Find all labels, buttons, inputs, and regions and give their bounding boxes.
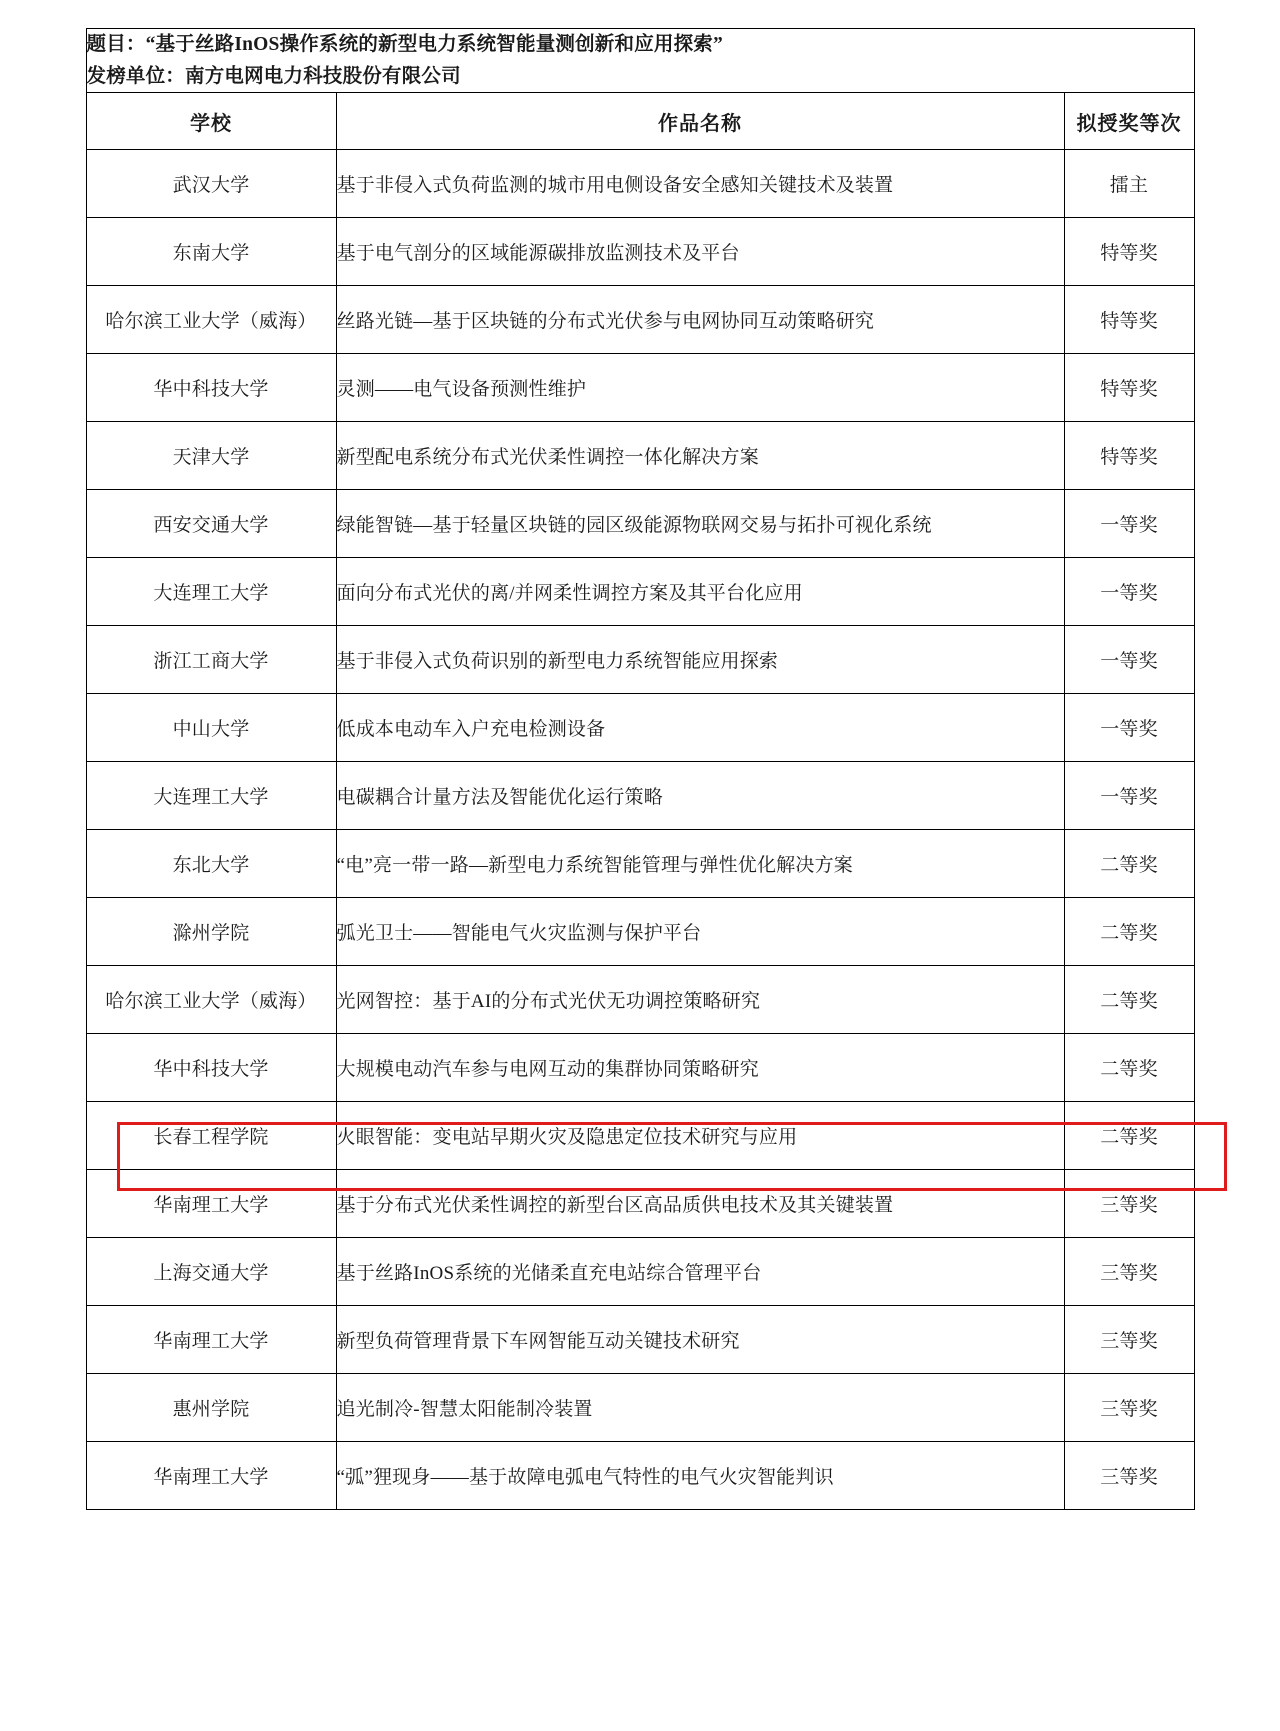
cell-award: 擂主	[1064, 150, 1194, 218]
table-row	[86, 830, 1194, 898]
table-row	[86, 966, 1194, 1034]
cell-work: 新型负荷管理背景下车网智能互动关键技术研究	[336, 1306, 1064, 1374]
table-row	[86, 1034, 1194, 1102]
issuer-line: 发榜单位：南方电网电力科技股份有限公司	[86, 65, 461, 87]
cell-school: 上海交通大学	[86, 1238, 336, 1306]
table-row	[86, 218, 1194, 286]
cell-award: 一等奖	[1064, 694, 1194, 762]
cell-work: 大规模电动汽车参与电网互动的集群协同策略研究	[336, 1034, 1064, 1102]
cell-work: 绿能智链—基于轻量区块链的园区级能源物联网交易与拓扑可视化系统	[336, 490, 1064, 558]
cell-award: 一等奖	[1064, 626, 1194, 694]
cell-school: 浙江工商大学	[86, 626, 336, 694]
cell-award: 二等奖	[1064, 830, 1194, 898]
cell-school: 华南理工大学	[86, 1170, 336, 1238]
cell-school: 天津大学	[86, 422, 336, 490]
cell-award: 一等奖	[1064, 558, 1194, 626]
cell-work: 基于丝路InOS系统的光储柔直充电站综合管理平台	[336, 1238, 1064, 1306]
table-row	[86, 762, 1194, 830]
table-row	[86, 898, 1194, 966]
table-row	[86, 354, 1194, 422]
cell-work: 低成本电动车入户充电检测设备	[336, 694, 1064, 762]
cell-work: 追光制冷-智慧太阳能制冷装置	[336, 1374, 1064, 1442]
table-row	[86, 150, 1194, 218]
title-line: 题目：“基于丝路InOS操作系统的新型电力系统智能量测创新和应用探索”	[86, 34, 723, 55]
table-row	[86, 1306, 1194, 1374]
column-header-school: 学校	[86, 93, 336, 150]
cell-school: 东南大学	[86, 218, 336, 286]
cell-work: 基于分布式光伏柔性调控的新型台区高品质供电技术及其关键装置	[336, 1170, 1064, 1238]
cell-award: 三等奖	[1064, 1170, 1194, 1238]
cell-award: 二等奖	[1064, 1034, 1194, 1102]
cell-school: 华南理工大学	[86, 1306, 336, 1374]
table-row	[86, 626, 1194, 694]
cell-award: 三等奖	[1064, 1442, 1194, 1510]
cell-school: 中山大学	[86, 694, 336, 762]
table-row	[86, 286, 1194, 354]
cell-award: 一等奖	[1064, 490, 1194, 558]
cell-work: 基于非侵入式负荷识别的新型电力系统智能应用探索	[336, 626, 1064, 694]
cell-school	[86, 1102, 336, 1170]
column-header-work: 作品名称	[336, 93, 1064, 150]
cell-award: 特等奖	[1064, 286, 1194, 354]
cell-award: 特等奖	[1064, 422, 1194, 490]
cell-work: 弧光卫士——智能电气火灾监测与保护平台	[336, 898, 1064, 966]
column-header-award: 拟授奖等次	[1064, 93, 1194, 150]
cell-award: 二等奖	[1064, 966, 1194, 1034]
table-row-highlighted	[86, 1102, 1194, 1170]
cell-work: “电”亮一带一路—新型电力系统智能管理与弹性优化解决方案	[336, 830, 1064, 898]
table-header-row	[86, 93, 1194, 150]
table-head	[86, 29, 1194, 150]
cell-award: 三等奖	[1064, 1374, 1194, 1442]
cell-work: 基于非侵入式负荷监测的城市用电侧设备安全感知关键技术及装置	[336, 150, 1064, 218]
cell-school: 华中科技大学	[86, 1034, 336, 1102]
table-row	[86, 490, 1194, 558]
cell-school: 滁州学院	[86, 898, 336, 966]
cell-school: 华南理工大学	[86, 1442, 336, 1510]
cell-work: 基于电气剖分的区域能源碳排放监测技术及平台	[336, 218, 1064, 286]
cell-school: 哈尔滨工业大学（威海）	[86, 966, 336, 1034]
table-body	[86, 150, 1194, 1510]
cell-work: 新型配电系统分布式光伏柔性调控一体化解决方案	[336, 422, 1064, 490]
cell-work: 火眼智能：变电站早期火灾及隐患定位技术研究与应用	[336, 1102, 1064, 1170]
cell-work: 面向分布式光伏的离/并网柔性调控方案及其平台化应用	[336, 558, 1064, 626]
document-header-row	[86, 29, 1194, 93]
cell-school-text: 长春工程学院	[153, 1127, 269, 1149]
cell-award: 二等奖	[1064, 1102, 1194, 1170]
cell-school: 大连理工大学	[86, 558, 336, 626]
document-header	[86, 29, 1194, 93]
table-row	[86, 1442, 1194, 1510]
cell-award: 三等奖	[1064, 1306, 1194, 1374]
cell-school: 哈尔滨工业大学（威海）	[86, 286, 336, 354]
cell-school: 大连理工大学	[86, 762, 336, 830]
table-row	[86, 1170, 1194, 1238]
cell-school: 华中科技大学	[86, 354, 336, 422]
cell-school: 惠州学院	[86, 1374, 336, 1442]
table-row	[86, 1374, 1194, 1442]
cell-work: 灵测——电气设备预测性维护	[336, 354, 1064, 422]
cell-work: 光网智控：基于AI的分布式光伏无功调控策略研究	[336, 966, 1064, 1034]
table-row	[86, 1238, 1194, 1306]
cell-award: 一等奖	[1064, 762, 1194, 830]
cell-award: 特等奖	[1064, 354, 1194, 422]
cell-award: 特等奖	[1064, 218, 1194, 286]
cell-school: 武汉大学	[86, 150, 336, 218]
cell-award: 三等奖	[1064, 1238, 1194, 1306]
table-row	[86, 422, 1194, 490]
cell-award: 二等奖	[1064, 898, 1194, 966]
cell-school: 东北大学	[86, 830, 336, 898]
award-table	[86, 28, 1195, 1510]
table-row	[86, 694, 1194, 762]
cell-school: 西安交通大学	[86, 490, 336, 558]
table-row	[86, 558, 1194, 626]
cell-work: 丝路光链—基于区块链的分布式光伏参与电网协同互动策略研究	[336, 286, 1064, 354]
cell-work: 电碳耦合计量方法及智能优化运行策略	[336, 762, 1064, 830]
cell-work: “弧”狸现身——基于故障电弧电气特性的电气火灾智能判识	[336, 1442, 1064, 1510]
